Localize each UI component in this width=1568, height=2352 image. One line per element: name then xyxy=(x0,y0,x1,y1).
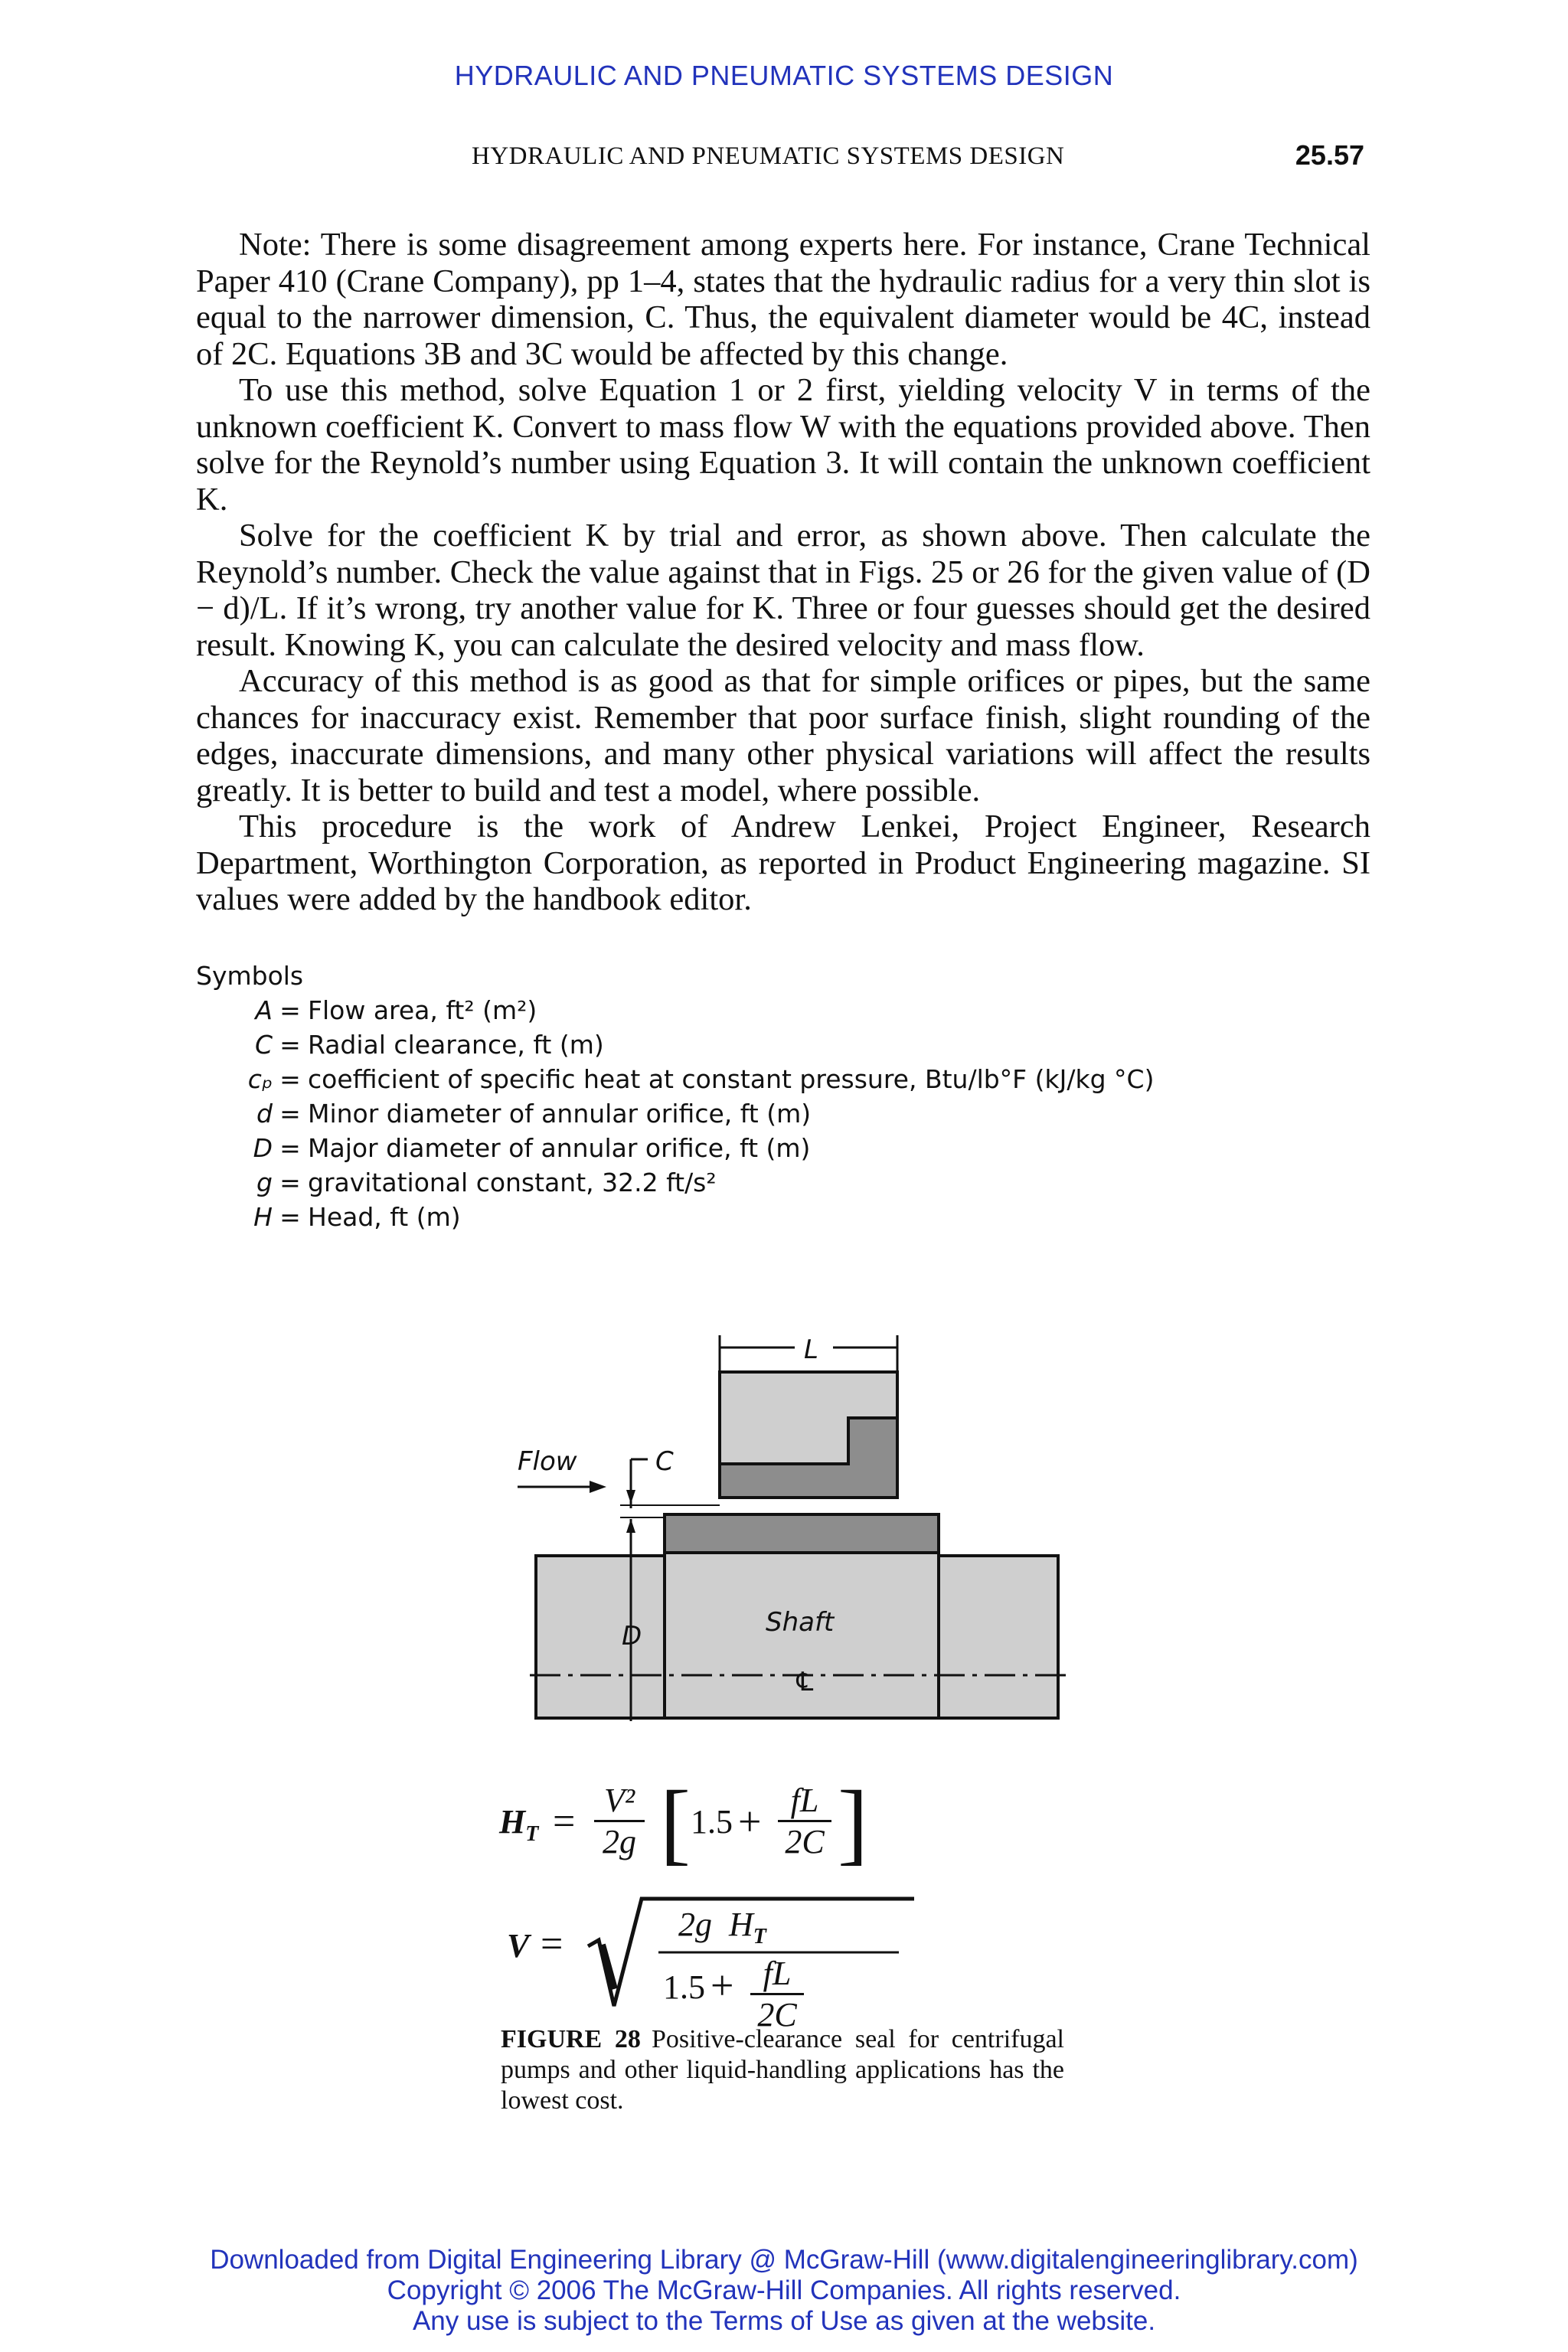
equals-sign: = xyxy=(279,1064,301,1094)
paragraph-credit: This procedure is the work of Andrew Lenkei, Project Engineer, Research Department, Worthington Corporation, as reported in Product Engineering magazine. SI values were added by the handbook editor. xyxy=(196,808,1370,917)
body-text xyxy=(196,227,1370,918)
eq2-const: 1.5 xyxy=(663,1968,705,2006)
equals-sign: = xyxy=(279,1202,301,1232)
symbol-row xyxy=(196,1200,1154,1234)
symbol-row xyxy=(196,1131,1154,1165)
eq1-fraction xyxy=(594,1781,645,1861)
eq1-plus: + xyxy=(738,1798,762,1844)
symbol-desc: coefficient of specific heat at constant pressure, Btu/lb°F (kJ/kg °C) xyxy=(308,1064,1155,1094)
equation-velocity xyxy=(507,1891,905,2034)
eq2-inner-num: fL xyxy=(750,1954,804,1995)
equation-head xyxy=(499,1772,897,1873)
eq1-equals: = xyxy=(553,1800,576,1844)
symbol-row xyxy=(196,1027,1154,1062)
label-l: L xyxy=(804,1334,818,1365)
symbol-key: C xyxy=(254,1030,273,1060)
page-number: 25.57 xyxy=(1295,139,1364,171)
eq1-inner-num: fL xyxy=(778,1781,831,1822)
eq1-bracket-left: [ xyxy=(660,1772,691,1873)
running-head: HYDRAULIC AND PNEUMATIC SYSTEMS DESIGN xyxy=(472,142,1065,170)
label-flow: Flow xyxy=(518,1446,577,1477)
eq2-lhs: V xyxy=(507,1927,530,1965)
document-banner: HYDRAULIC AND PNEUMATIC SYSTEMS DESIGN xyxy=(454,60,1114,91)
symbol-key: D xyxy=(253,1133,273,1163)
eq1-inner-fraction xyxy=(778,1781,831,1861)
equals-sign: = xyxy=(279,1099,301,1129)
symbol-desc: Flow area, ft² (m²) xyxy=(308,995,537,1025)
equals-sign: = xyxy=(279,995,301,1025)
paragraph-note: Note: There is some disagreement among experts here. For instance, Crane Technical Paper 410 (Crane Company), pp 1–4, states that the hydraulic radius for a very thin slot is equal to the narrower dimension, C. Thus, the equivalent diameter would be 4C, instead of 2C. Equations 3B and 3C would be affected by this change. xyxy=(196,227,1370,372)
flow-arrow-head xyxy=(590,1481,606,1493)
figure-caption-text: Positive-clearance seal for centrifugal pumps and other liquid-handling applications has the lowest cost. xyxy=(501,2025,1065,2115)
seal-diagram xyxy=(490,1317,1087,1746)
symbol-row xyxy=(196,993,1154,1027)
symbol-key: H xyxy=(253,1202,273,1232)
label-c: C xyxy=(655,1446,674,1477)
symbol-key: g xyxy=(256,1168,273,1197)
paragraph-accuracy: Accuracy of this method is as good as that for simple orifices or pipes, but the same chances for inaccuracy exist. Remember that poor surface finish, slight rounding of the edges, inaccurate dimensions, and many other physical variations will affect the results greatly. It is better to build and test a model, where possible. xyxy=(196,663,1370,808)
symbol-row xyxy=(196,1165,1154,1200)
label-centerline: ℄ xyxy=(793,1667,817,1697)
eq2-num: 2g $H_T$ xyxy=(678,1906,766,1949)
eq2-equals: = xyxy=(541,1922,564,1966)
symbol-desc: Radial clearance, ft (m) xyxy=(308,1030,604,1060)
footer-copyright: Copyright © 2006 The McGraw-Hill Companies. All rights reserved. xyxy=(387,2275,1181,2305)
symbols-title: Symbols xyxy=(196,961,304,991)
footer-terms-link[interactable]: Any use is subject to the Terms of Use as given at the website. xyxy=(412,2306,1156,2336)
symbols-list xyxy=(196,959,1154,1234)
footer-download-link[interactable]: Downloaded from Digital Engineering Library @ McGraw-Hill (www.digitalengineeringlibrary.com) xyxy=(210,2245,1358,2275)
eq1-num: V² xyxy=(594,1781,645,1822)
eq1-inner-den: 2C xyxy=(785,1823,825,1860)
dim-c-arrow-down xyxy=(626,1490,635,1504)
paragraph-trial: Solve for the coefficient K by trial and error, as shown above. Then calculate the Reynold’s number. Check the value against that in Figs. 25 or 26 for the given value of (D − d)/L. If it’s wrong, try another value for K. Three or four guesses should get the desired result. Knowing K, you can calculate the desired velocity and mass flow. xyxy=(196,518,1370,663)
eq2-inner-fraction xyxy=(750,1954,804,2034)
eq1-lhs: $H_T$ xyxy=(499,1803,539,1846)
paragraph-method: To use this method, solve Equation 1 or 2 first, yielding velocity V in terms of the unknown coefficient K. Convert to mass flow W with the equations provided above. Then solve for the Reynold’s number using Equation 3. It will contain the unknown coefficient K. xyxy=(196,372,1370,518)
symbol-key: d xyxy=(256,1099,273,1129)
eq1-bracket-right: ] xyxy=(838,1772,868,1873)
symbol-key: A xyxy=(255,995,273,1025)
equals-sign: = xyxy=(279,1030,301,1060)
eq1-const: 1.5 xyxy=(691,1803,733,1841)
shaft-left-stub xyxy=(536,1556,665,1718)
eq2-plus: + xyxy=(710,1962,734,2008)
shaft-sleeve xyxy=(665,1514,939,1553)
eq2-inner-den: 2C xyxy=(757,1996,797,2034)
figure-caption-label: FIGURE 28 xyxy=(501,2025,641,2053)
equals-sign: = xyxy=(279,1168,301,1197)
symbol-desc: Minor diameter of annular orifice, ft (m) xyxy=(308,1099,812,1129)
symbol-row xyxy=(196,1096,1154,1131)
footer xyxy=(0,2245,1568,2337)
figure-caption xyxy=(501,2024,1064,2116)
shaft-right-stub xyxy=(939,1556,1058,1718)
label-shaft: Shaft xyxy=(766,1607,835,1638)
symbol-desc: Major diameter of annular orifice, ft (m) xyxy=(308,1133,811,1163)
symbol-desc: gravitational constant, 32.2 ft/s² xyxy=(308,1168,717,1197)
symbol-key: cₚ xyxy=(247,1064,273,1094)
symbol-row xyxy=(196,1062,1154,1096)
symbol-desc: Head, ft (m) xyxy=(308,1202,461,1232)
label-d: D xyxy=(622,1621,642,1651)
eq1-den: 2g xyxy=(603,1823,636,1860)
equals-sign: = xyxy=(279,1133,301,1163)
